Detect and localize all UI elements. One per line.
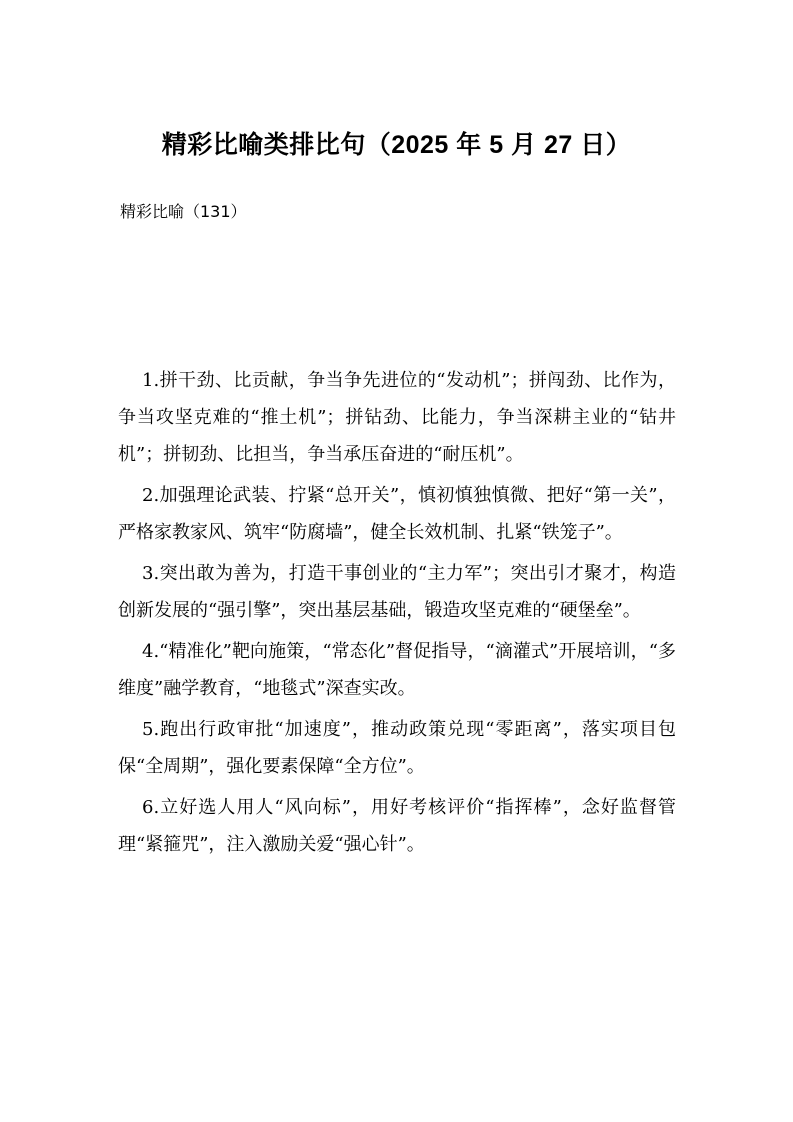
document-body [118, 362, 676, 867]
paragraph-5: 5.跑出行政审批“加速度”，推动政策兑现“零距离”，落实项目包保“全周期”，强化要素保障“全方位”。 [118, 719, 676, 777]
paragraph-2: 2.加强理论武装、拧紧“总开关”，慎初慎独慎微、把好“第一关”，严格家教家风、筑牢“防腐墙”，健全长效机制、扎紧“铁笼子”。 [118, 485, 676, 543]
paragraph-3: 3.突出敢为善为，打造干事创业的“主力军”；突出引才聚才，构造创新发展的“强引擎”，突出基层基础，锻造攻坚克难的“硬堡垒”。 [118, 563, 676, 621]
page-title: 精彩比喻类排比句（2025 年 5 月 27 日） [161, 131, 632, 159]
paragraph-1: 1.拼干劲、比贡献，争当争先进位的“发动机”；拼闯劲、比作为，争当攻坚克难的“推土机”；拼钻劲、比能力，争当深耕主业的“钻井机”；拼韧劲、比担当，争当承压奋进的“耐压机”。 [118, 370, 676, 465]
section-subtitle: 精彩比喻（131） [120, 202, 247, 221]
paragraph-6: 6.立好选人用人“风向标”，用好考核评价“指挥棒”，念好监督管理“紧箍咒”，注入激励关爱“强心针”。 [118, 797, 676, 855]
paragraph-4: 4.“精准化”靶向施策，“常态化”督促指导，“滴灌式”开展培训，“多维度”融学教育，“地毯式”深查实改。 [118, 641, 676, 699]
